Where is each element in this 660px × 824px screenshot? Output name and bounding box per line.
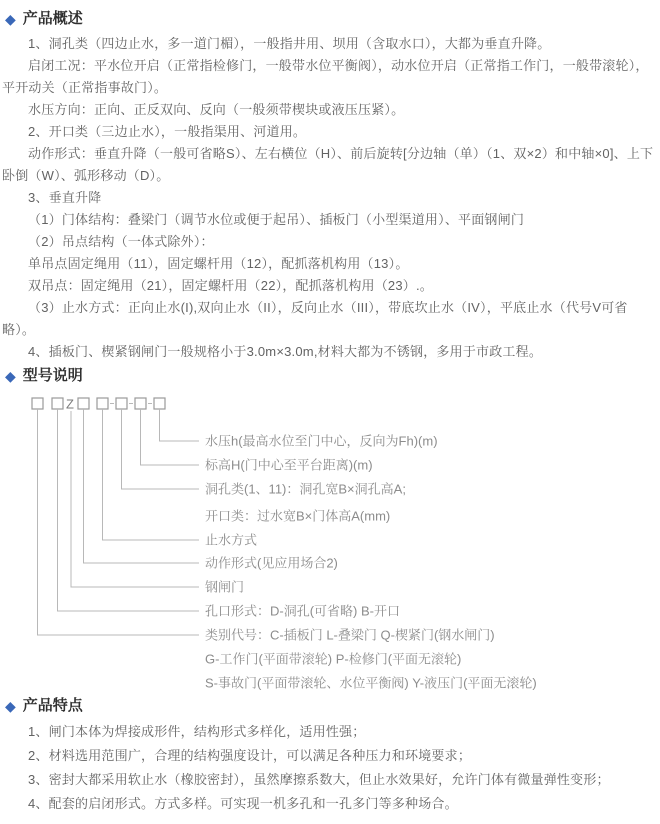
connector-line [141,409,200,465]
model-code-svg [2,391,658,693]
connector-lines [38,409,200,635]
code-box [97,398,108,409]
feature-item: 4、配套的启闭形式。方式多样。可实现一机多孔和一孔多门等多种场合。 [28,796,458,811]
section-heading-features [5,695,658,717]
connector-line [160,409,200,441]
feature-item: 1、闸门本体为焊接成形件，结构形式多样化，适用性强； [28,724,366,739]
diagram-label: 止水方式 [205,532,258,548]
section-title: 产品概述 [22,10,83,27]
overview-paragraph: 水压方向：正向、正反双向、反向（一般须带楔块或液压压紧）。 [28,102,405,117]
diamond-icon: ◆ [5,368,16,384]
diagram-label: 孔口形式：D-洞孔(可省略) B-开口 [205,603,400,619]
overview-paragraph: （2）吊点结构（一体式除外）： [28,234,214,249]
diagram-label: G-工作门(平面带滚轮) P-检修门(平面无滚轮) [205,651,462,667]
features-body [2,720,658,816]
diagram-label: 钢闸门 [205,579,245,595]
overview-body [2,33,658,363]
code-box [52,398,63,409]
code-box [116,398,127,409]
section-heading-overview [5,8,658,30]
code-box [32,398,43,409]
code-box [78,398,89,409]
overview-paragraph: 4、插板门、楔紧钢闸门一般规格小于3.0m×3.0m,材料大都为不锈钢，多用于市政工程。 [28,344,543,359]
overview-paragraph: 启闭工况：平水位开启（正常指检修门，一般带水位平衡阀），动水位开启（正常指工作门，一般带滚轮），平开动关（正常指事故门）。 [2,58,649,95]
diamond-icon: ◆ [5,11,16,27]
feature-item: 2、材料选用范围广，合理的结构强度设计，可以满足各种压力和环境要求； [28,748,472,763]
diagram-label: 水压h(最高水位至门中心，反向为Fh)(m) [205,433,438,449]
diagram-label: 开口类：过水宽B×门体高A(mm) [205,508,391,524]
overview-paragraph: 动作形式：垂直升降（一般可省略S）、左右横位（H）、前后旋转[分边轴（单）（1、双×2）和中轴×0]、上下卧倒（W）、弧形移动（D）。 [2,146,654,183]
overview-paragraph: （1）门体结构：叠梁门（调节水位或便于起吊）、插板门（小型渠道用）、平面钢闸门 [28,212,525,227]
diagram-label: 动作形式(见应用场合2) [205,555,338,571]
diagram-label: 标高H(门中心至平台距离)(m) [205,457,373,473]
code-letter: Z [66,396,74,412]
overview-paragraph: 双吊点：固定绳用（21），固定螺杆用（22），配抓落机构用（23）.。 [28,278,433,293]
overview-paragraph: 1、洞孔类（四边止水，多一道门楣），一般指井用、坝用（含取水口），大都为垂直升降。 [28,36,551,51]
connector-line [71,411,199,587]
section-title: 产品特点 [22,697,83,714]
connector-line [103,409,200,540]
code-boxes [32,397,165,412]
diagram-labels [205,434,537,691]
model-code-diagram [2,391,658,693]
diagram-label: 类别代号：C-插板门 L-叠梁门 Q-楔紧门(钢水闸门) [205,627,495,643]
feature-item: 3、密封大都采用软止水（橡胶密封），虽然摩擦系数大，但止水效果好，允许门体有微量弹性变形； [28,772,610,787]
diagram-label: S-事故门(平面带滚轮、水位平衡阀) Y-液压门(平面无滚轮) [205,675,537,691]
overview-paragraph: 3、垂直升降 [28,190,102,205]
overview-paragraph: 2、开口类（三边止水），一般指渠用、河道用。 [28,124,307,139]
connector-line [122,409,200,489]
section-title: 型号说明 [22,367,83,384]
connector-line [58,409,200,611]
code-box [135,398,146,409]
code-box [154,398,165,409]
overview-paragraph: 单吊点固定绳用（11），固定螺杆用（12），配抓落机构用（13）。 [28,256,409,271]
connector-line [38,409,200,635]
diagram-label: 洞孔类(1、11)：洞孔宽B×洞孔高A; [205,481,406,497]
diamond-icon: ◆ [5,698,16,714]
section-heading-model [5,365,658,387]
overview-paragraph: （3）止水方式：正向止水(I),双向止水（II），反向止水（III），带底坎止水（IV），平底止水（代号V可省略）。 [2,300,628,337]
